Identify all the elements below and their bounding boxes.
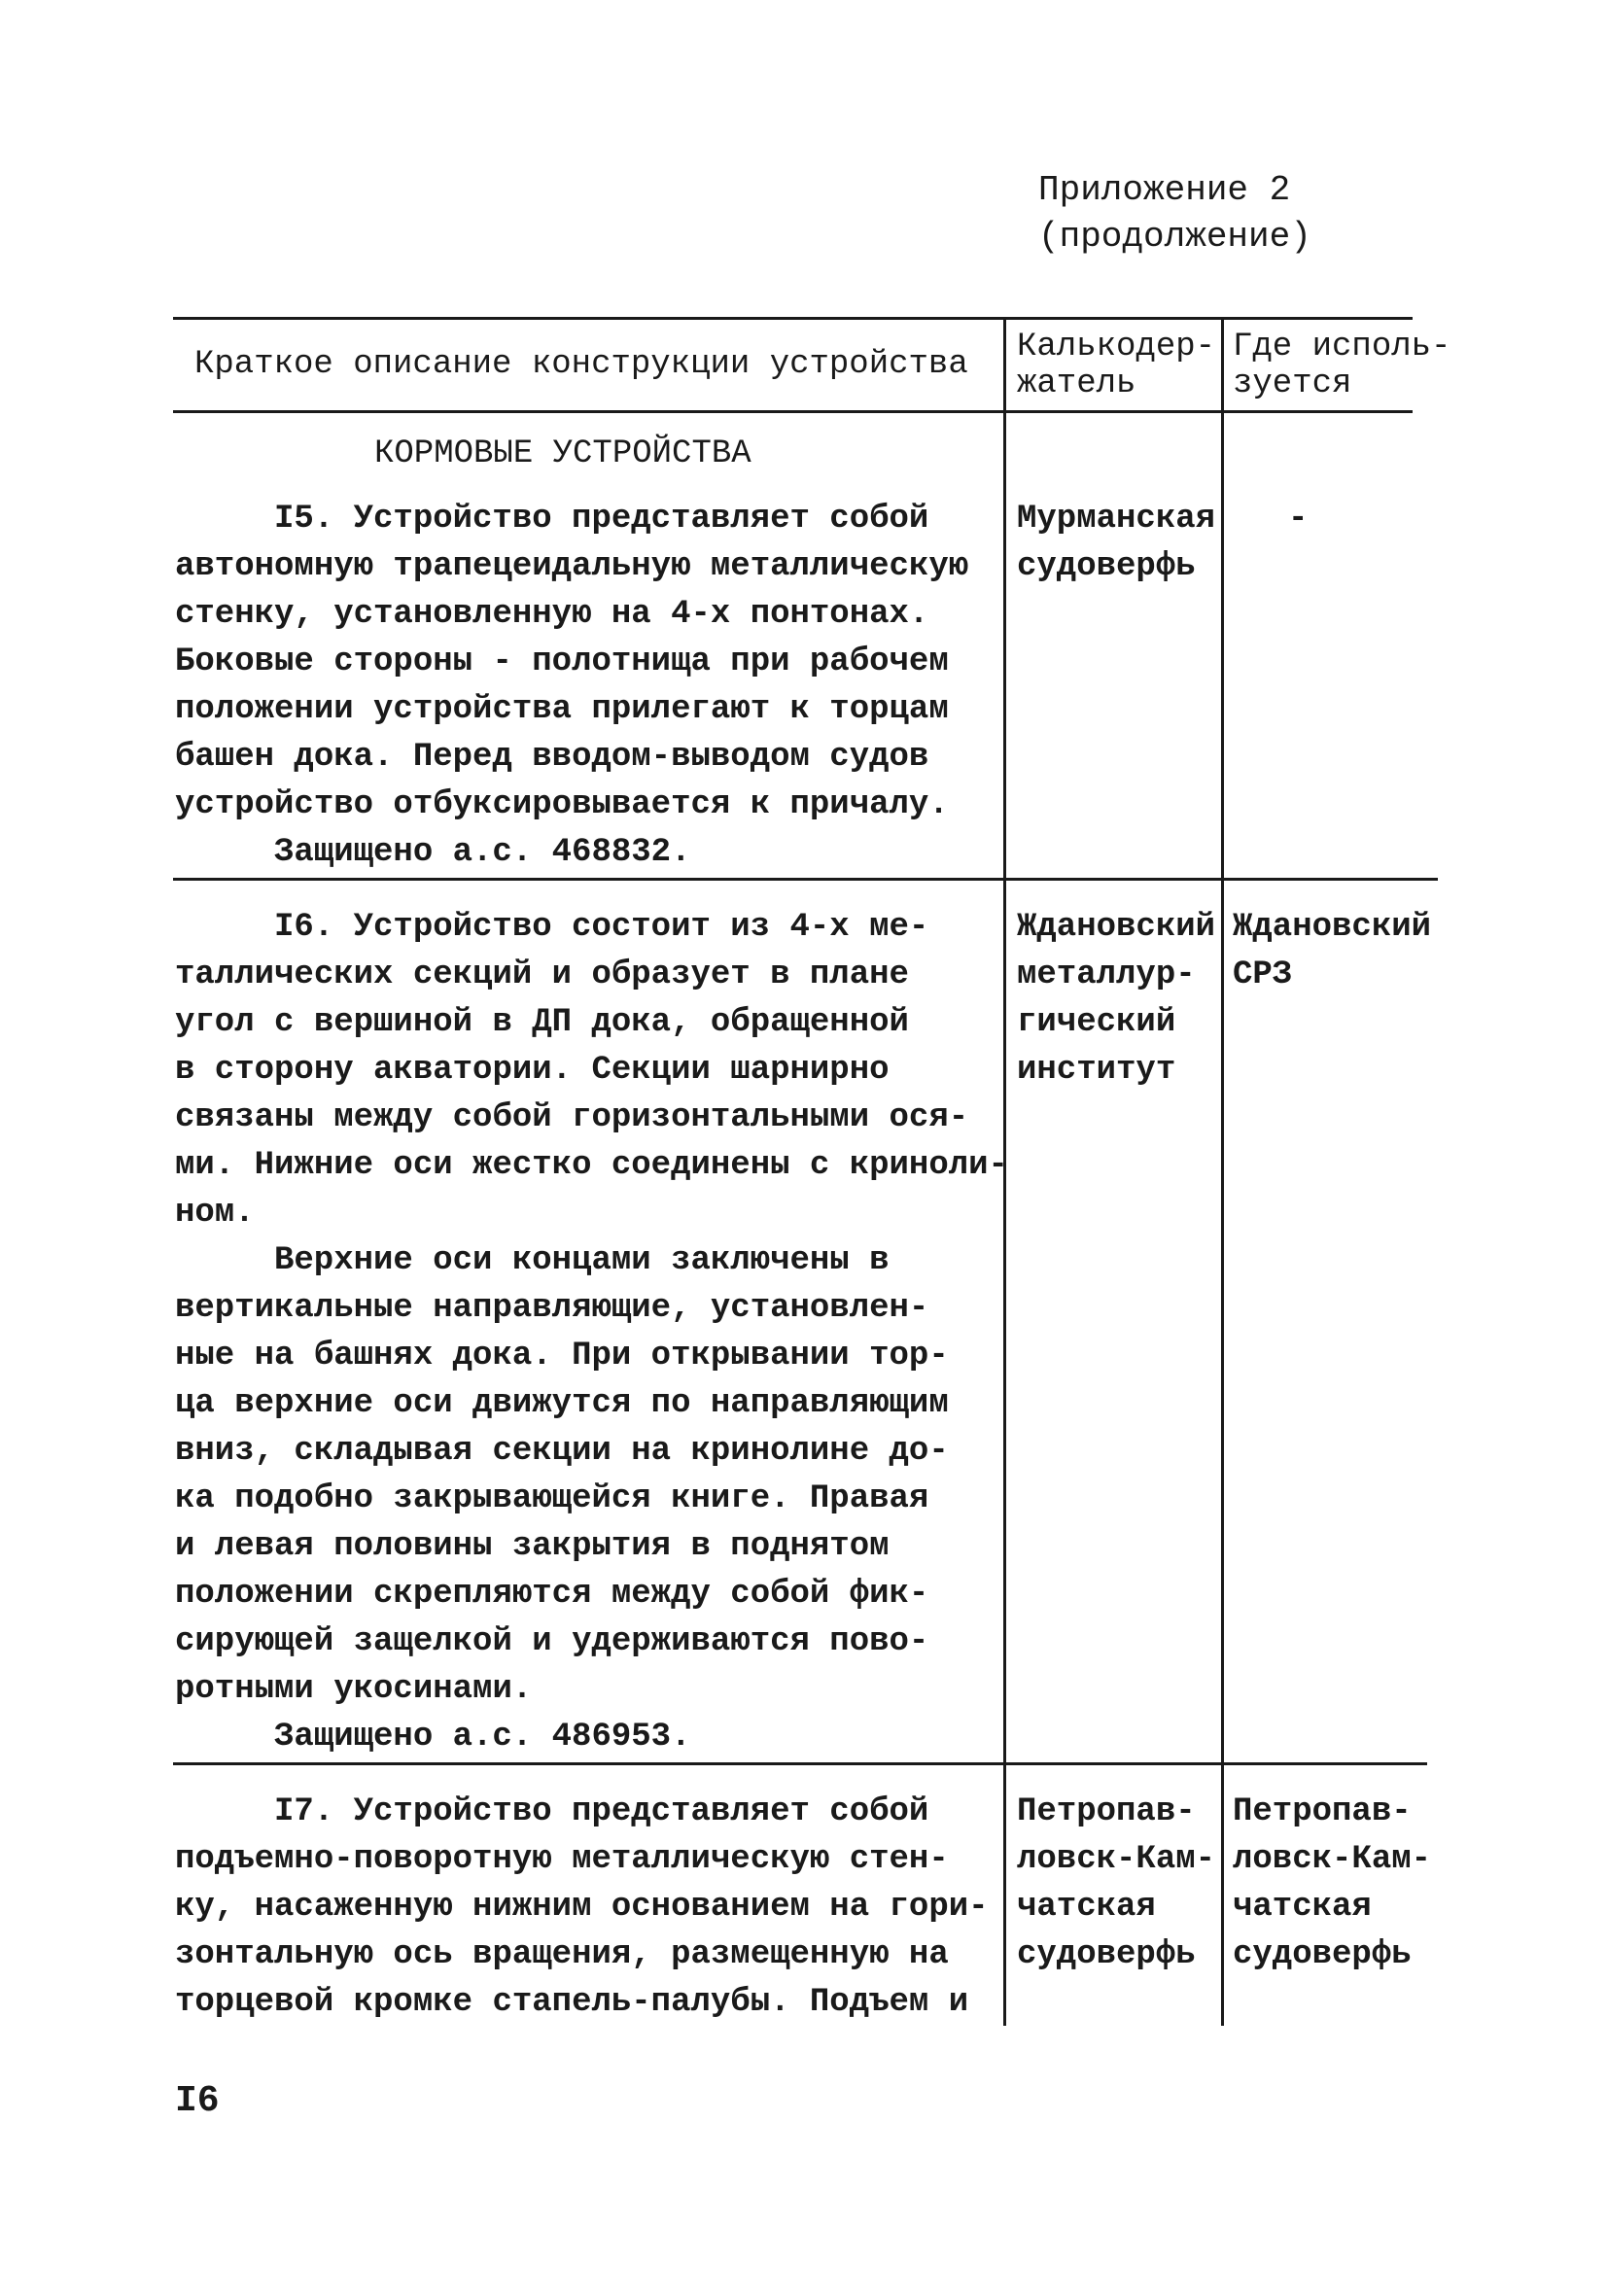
text-line: - (1288, 501, 1309, 538)
appendix-line-1: Приложение 2 (1038, 170, 1291, 210)
text-line: ные на башнях дока. При открывании тор- (175, 1338, 949, 1374)
header-holder-line-2: жатель (1017, 365, 1136, 402)
row-17-where (1233, 1789, 1431, 1979)
text-line: автономную трапецеидальную металлическую (175, 548, 969, 585)
text-line: ловск-Кам- (1233, 1841, 1432, 1878)
header-description: Краткое описание конструкции устройства (194, 346, 968, 383)
text-line: Петропав- (1017, 1793, 1196, 1830)
page-number: I6 (175, 2080, 220, 2122)
row-17-holder (1017, 1789, 1215, 1979)
row-15-holder (1017, 496, 1215, 591)
text-line: ка подобно закрывающейся книге. Правая (175, 1480, 929, 1517)
text-line: ми. Нижние оси жестко соединены с кринoли- (175, 1147, 1008, 1184)
text-line: устройство отбуксировывается к причалу. (175, 786, 949, 823)
text-line: ца верхние оси движутся по направляющим (175, 1385, 949, 1422)
table-top-rule (173, 317, 1413, 320)
text-line: Защищено а.с. 486953. (274, 1719, 691, 1756)
text-line: торцевой кромке стапель-палубы. Подъем и (175, 1984, 969, 2021)
section-title: КОРМОВЫЕ УСТРОЙСТВА (374, 435, 751, 472)
text-line: связаны между собой горизонтальными ося- (175, 1099, 969, 1136)
row-15-where (1288, 496, 1308, 543)
text-line: сирующей защелкой и удерживаются пово- (175, 1623, 929, 1660)
text-line: I5. Устройство представляет собой (274, 501, 929, 538)
text-line: Мурманская (1017, 501, 1216, 538)
text-line: ку, насаженную нижним основанием на гори- (175, 1889, 989, 1926)
text-line: положении устройства прилегают к торцам (175, 691, 949, 728)
row-16-description (175, 904, 1008, 1761)
text-line: Петропав- (1233, 1793, 1412, 1830)
header-holder-line-1: Калькодер- (1017, 329, 1216, 365)
text-line: судоверфь (1233, 1936, 1412, 1973)
text-line: башен дока. Перед вводом-выводом судов (175, 739, 929, 776)
text-line: вниз, складывая секции на кринолине до- (175, 1433, 949, 1470)
text-line: Ждановский (1233, 909, 1432, 946)
text-line: гический (1017, 1004, 1176, 1041)
text-line: и левая половины закрытия в поднятом (175, 1528, 890, 1565)
text-line: угол с вершиной в ДП дока, обращенной (175, 1004, 909, 1041)
text-line: чатская (1233, 1889, 1372, 1926)
text-line: ротными укосинами. (175, 1671, 533, 1708)
row-15-description (175, 496, 968, 877)
text-line: I7. Устройство представляет собой (274, 1793, 929, 1830)
text-line: судоверфь (1017, 1936, 1196, 1973)
text-line: вертикальные направляющие, установлен- (175, 1290, 929, 1327)
text-line: Защищено а.с. 468832. (274, 834, 691, 871)
text-line: Ждановский (1017, 909, 1216, 946)
header-where-line-2: зуется (1233, 365, 1352, 402)
column-rule-2 (1221, 317, 1224, 2026)
text-line: Верхние оси концами заключены в (274, 1242, 890, 1279)
table-header-rule (173, 410, 1413, 413)
text-line: положении скрепляются между собой фик- (175, 1576, 929, 1613)
text-line: стенку, установленную на 4-х понтонах. (175, 596, 929, 633)
text-line: таллических секций и образует в плане (175, 957, 909, 993)
appendix-line-2: (продолжение) (1038, 217, 1311, 257)
text-line: ном. (175, 1195, 255, 1232)
text-line: зонтальную ось вращения, размещенную на (175, 1936, 949, 1973)
text-line: подъемно-поворотную металлическую стен- (175, 1841, 949, 1878)
row-separator-2 (173, 1762, 1427, 1765)
header-holder (1017, 329, 1215, 402)
text-line: I6. Устройство состоит из 4-х ме- (274, 909, 929, 946)
text-line: СРЗ (1233, 957, 1293, 993)
text-line: металлур- (1017, 957, 1196, 993)
row-16-holder (1017, 904, 1215, 1095)
text-line: ловск-Кам- (1017, 1841, 1216, 1878)
text-line: в сторону акватории. Секции шарнирно (175, 1052, 890, 1089)
text-line: Боковые стороны - полотнища при рабочем (175, 644, 949, 680)
header-where (1233, 329, 1450, 402)
text-line: чатская (1017, 1889, 1156, 1926)
row-16-where (1233, 904, 1431, 999)
header-where-line-1: Где исполь- (1233, 329, 1451, 365)
row-17-description (175, 1789, 989, 2027)
row-separator-1 (173, 878, 1438, 881)
text-line: судоверфь (1017, 548, 1196, 585)
text-line: институт (1017, 1052, 1176, 1089)
appendix-label (1038, 167, 1311, 261)
